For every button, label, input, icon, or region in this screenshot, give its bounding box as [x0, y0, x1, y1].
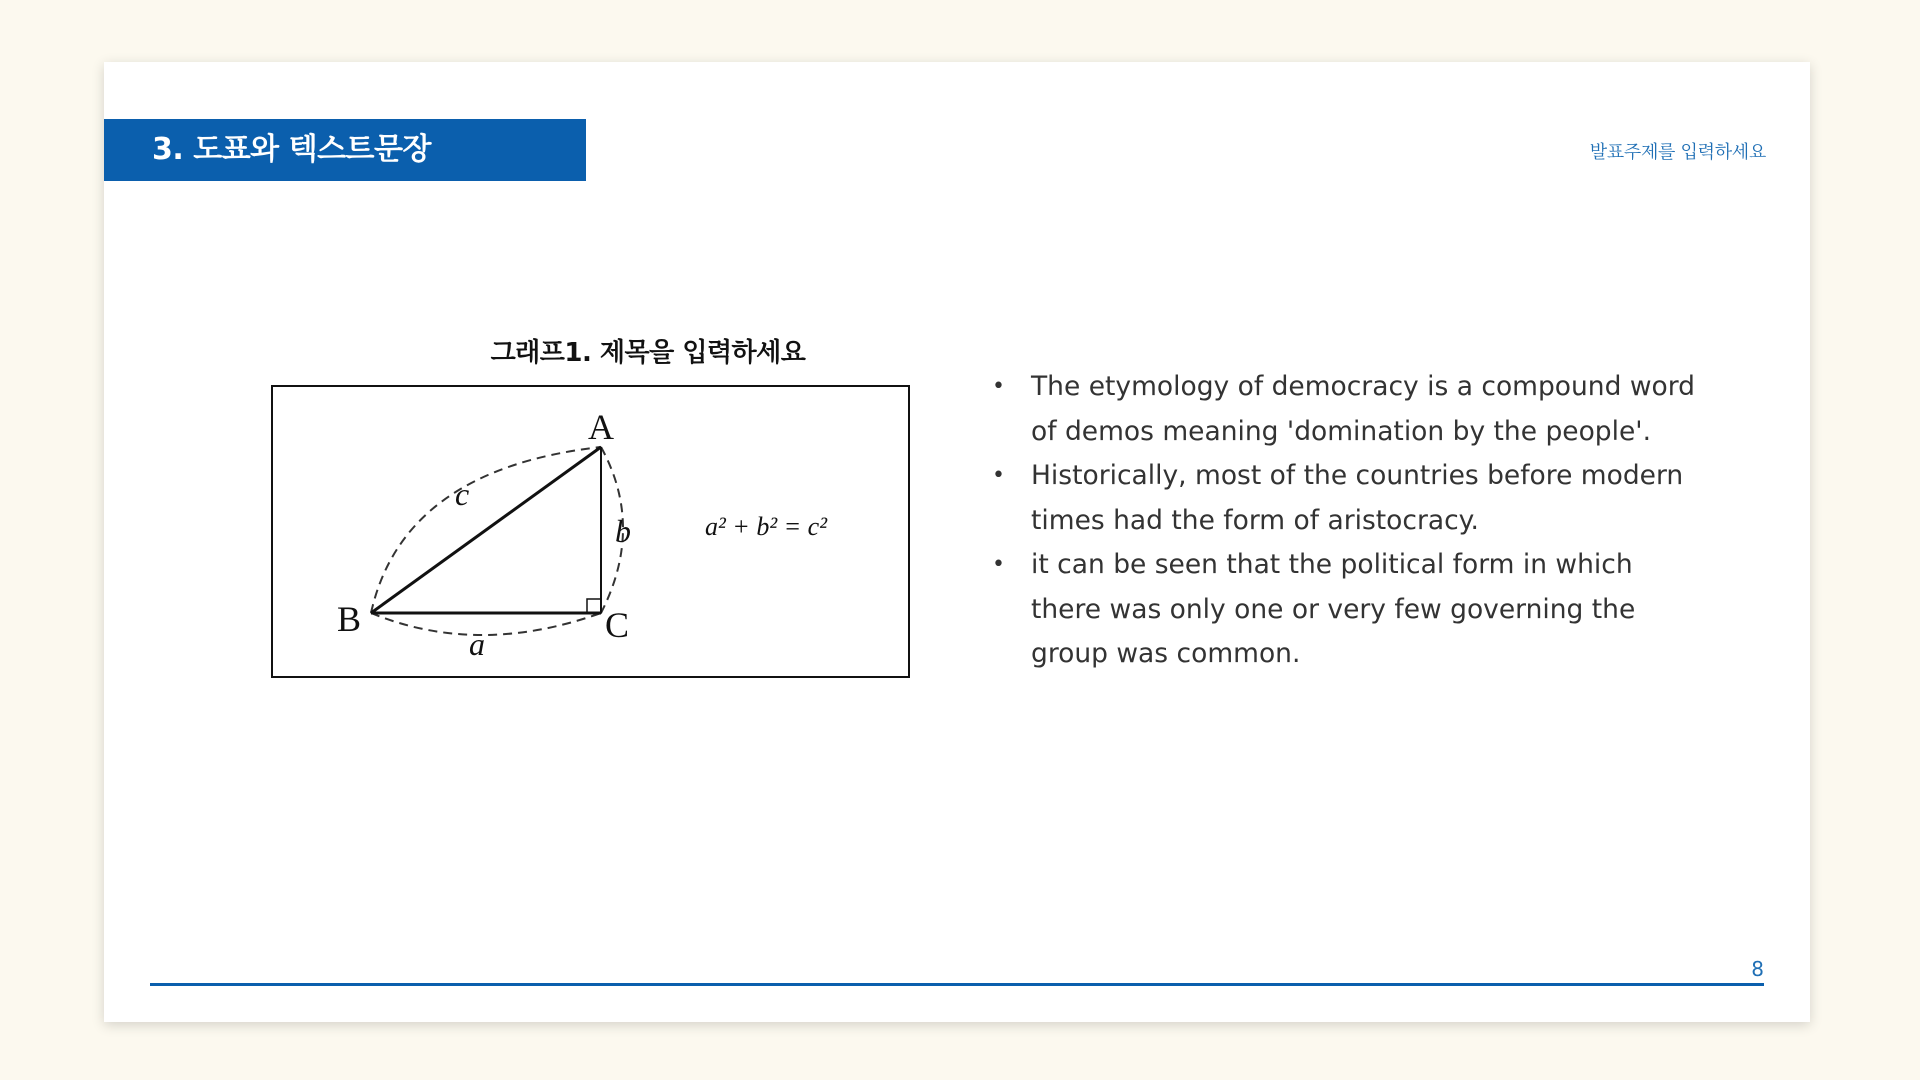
bullet-line: Historically, most of the countries before modern [1031, 460, 1684, 491]
arc-a [371, 613, 601, 635]
bullet-line: there was only one or very few governing the [1031, 593, 1636, 625]
bullet-line: it can be seen that the political form in which [1031, 549, 1633, 580]
bullet-line: times had the form of aristocracy. [1031, 504, 1479, 536]
vertex-c-label: C [605, 605, 630, 645]
pythagorean-diagram [273, 387, 908, 676]
right-angle-marker [587, 599, 601, 613]
triangle-figure [271, 385, 910, 678]
bullet-list [984, 365, 1704, 677]
pythagorean-equation: a² + b² = c² [705, 512, 828, 541]
bullet-line: group was common. [1031, 638, 1301, 669]
bullet-item [984, 454, 1704, 543]
bullet-dot-icon: • [992, 374, 1005, 399]
vertex-a-label: A [588, 407, 614, 447]
bullet-dot-icon: • [992, 463, 1005, 488]
bullet-item [984, 543, 1704, 677]
side-c-line [371, 447, 601, 613]
vertex-b-label: B [337, 599, 362, 639]
section-title: 3. 도표와 텍스트문장 [104, 119, 586, 181]
slide [104, 62, 1810, 1022]
bullet-item [984, 365, 1704, 454]
page-number: 8 [1751, 957, 1764, 981]
bullet-dot-icon: • [992, 552, 1005, 577]
side-c-label: c [455, 476, 470, 512]
footer-divider [150, 983, 1764, 986]
side-a-label: a [469, 626, 485, 662]
bullet-line: of demos meaning 'domination by the people'. [1031, 415, 1651, 447]
figure-title: 그래프1. 제목을 입력하세요 [490, 338, 806, 368]
bullet-line: The etymology of democracy is a compound word [1031, 371, 1695, 402]
presentation-topic: 발표주제를 입력하세요 [1589, 142, 1766, 163]
side-b-label: b [615, 513, 631, 549]
